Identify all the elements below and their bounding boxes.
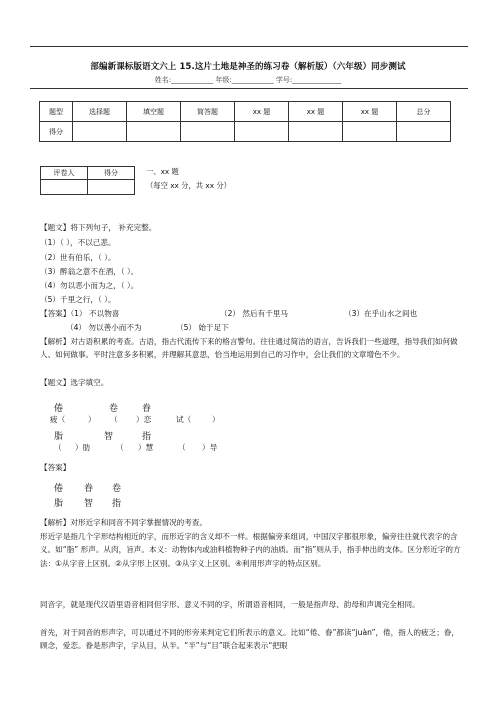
q1-item: （3）醉翁之意不在酒，（ ）。 (40, 267, 139, 276)
q2-answer-char: 卷 (112, 484, 122, 494)
q2-analysis-p1: 形近字是指几个字形结构相近的字，而形近字的含义却不一样。根据偏旁来组词，中国汉字都很形象，偏旁往往就代表字的含义。如“脂” 形声。从肉，旨声。本义：动物体内或油料植物种子内的油质。而“指”则从手，指手伸出的支体。区分形近字的方法：①从字音上区别。②从字形上区别。③从字义上区别。④利用形声字的特点区别。 (40, 532, 461, 568)
q2-answer-char: 眷 (84, 484, 94, 494)
score-cell[interactable] (127, 122, 181, 142)
q2-char: 卷 (109, 404, 119, 414)
q2-char: 指 (142, 432, 152, 442)
grader-label: 评卷人 (41, 167, 88, 180)
score-row-label: 得分 (40, 122, 73, 142)
score-header: 选择题 (73, 102, 127, 122)
title-rule (30, 88, 468, 89)
score-header: xx 题 (289, 102, 343, 122)
q1-item: （5）千里之行，（ ）。 (40, 295, 116, 304)
grader-table (40, 166, 135, 195)
score-header: 简答题 (181, 102, 235, 122)
q1-item: （2）世有伯乐，（ ）。 (40, 253, 116, 262)
q2-answer-char: 指 (112, 499, 122, 509)
score-header-row (40, 102, 451, 122)
q2-answer-char: 倦 (54, 484, 64, 494)
score-header: 填空题 (127, 102, 181, 122)
student-info: 姓名:____________ 年级:____________ 学号:______________ (154, 76, 342, 84)
score-cell[interactable] (73, 122, 127, 142)
q2-blank: ） (88, 415, 96, 424)
score-header: 题型 (40, 102, 73, 122)
doc-title: 部编新课标版语文六上 15.这片土地是神圣的练习卷（解析版）（六年级）同步测试 (90, 62, 406, 72)
q2-answer-label: 【答案】 (40, 463, 71, 472)
q1-analysis: 【解析】对古语积累的考查。古语，指古代流传下来的格言警句。往往通过简洁的语言，告诉我们一些道理，指导我们如何做人、如何做事。平时注意多多积累，并理解其意思，恰当地运用到自己的习作中，会让我们的文章增色不少。 (40, 337, 458, 360)
q2-stem: 【题文】选字填空。 (40, 378, 109, 387)
score-header: 总分 (397, 102, 451, 122)
q2-blank: ）慧 (138, 443, 154, 452)
score-cell[interactable] (397, 122, 451, 142)
q1-answer: （2） 然后有千里马 (220, 309, 288, 318)
q2-blank: 疲（ (50, 415, 66, 424)
q2-blank: ） (212, 415, 220, 424)
q2-blank: ）导 (202, 443, 218, 452)
score-header: xx 题 (235, 102, 289, 122)
grader-cell[interactable] (41, 180, 88, 195)
top-rule (30, 46, 468, 47)
score-cell[interactable] (235, 122, 289, 142)
q2-blank: （ (178, 443, 186, 452)
grader-score-label: 得分 (88, 167, 135, 180)
q2-char: 脂 (54, 432, 64, 442)
q2-blank: （ (116, 443, 124, 452)
q2-char: 眷 (142, 404, 152, 414)
q2-blank: ）恋 (136, 415, 152, 424)
q1-item: （4）勿以恶小而为之，（ ）。 (40, 281, 139, 290)
q1-answer: （5） 始于足下 (176, 323, 229, 332)
q2-analysis-p2: 同音字，就是现代汉语里语音相同但字形、意义不同的字，所谓语音相同，一般是指声母、韵母和声调完全相同。 (40, 600, 420, 609)
q2-answer-char: 智 (84, 499, 94, 509)
score-table (39, 101, 451, 142)
q2-blank: （ (110, 415, 118, 424)
q2-analysis-title: 【解析】对形近字和同音不同字掌握情况的考查。 (40, 518, 208, 527)
q1-answer: （4） 勿以善小而不为 (66, 323, 142, 332)
score-cell[interactable] (343, 122, 397, 142)
q2-analysis-p3: 首先，对于同音的形声字，可以通过不同的形旁来判定它们所表示的意义。比如“倦、眷”都读“juàn”，倦，指人的疲乏；眷，顾念，爱恋。眷是形声字，字从目，从半。“半”与“目”联合起来表示“把眼 (40, 628, 459, 651)
section-note: （每空 xx 分，共 xx 分） (146, 181, 231, 190)
q2-blank: （ (54, 443, 62, 452)
q2-answer-char: 脂 (54, 499, 64, 509)
score-cell[interactable] (289, 122, 343, 142)
q2-char: 倦 (54, 404, 64, 414)
q1-item: （1）（ ），不以己悲。 (40, 238, 116, 247)
score-row (40, 122, 451, 142)
q2-blank: 试（ (176, 415, 192, 424)
section-title: 一、xx 题 (146, 167, 179, 176)
score-cell[interactable] (181, 122, 235, 142)
grader-cell[interactable] (88, 180, 135, 195)
score-header: xx 题 (343, 102, 397, 122)
q1-answer: （3）在乎山水之间也 (344, 309, 418, 318)
q1-stem: 【题文】将下列句子， 补充完整。 (40, 223, 157, 232)
q2-blank: ）肪 (75, 443, 91, 452)
q2-char: 智 (104, 432, 114, 442)
q1-answer: 【答案】（1） 不以物喜 (40, 309, 120, 318)
